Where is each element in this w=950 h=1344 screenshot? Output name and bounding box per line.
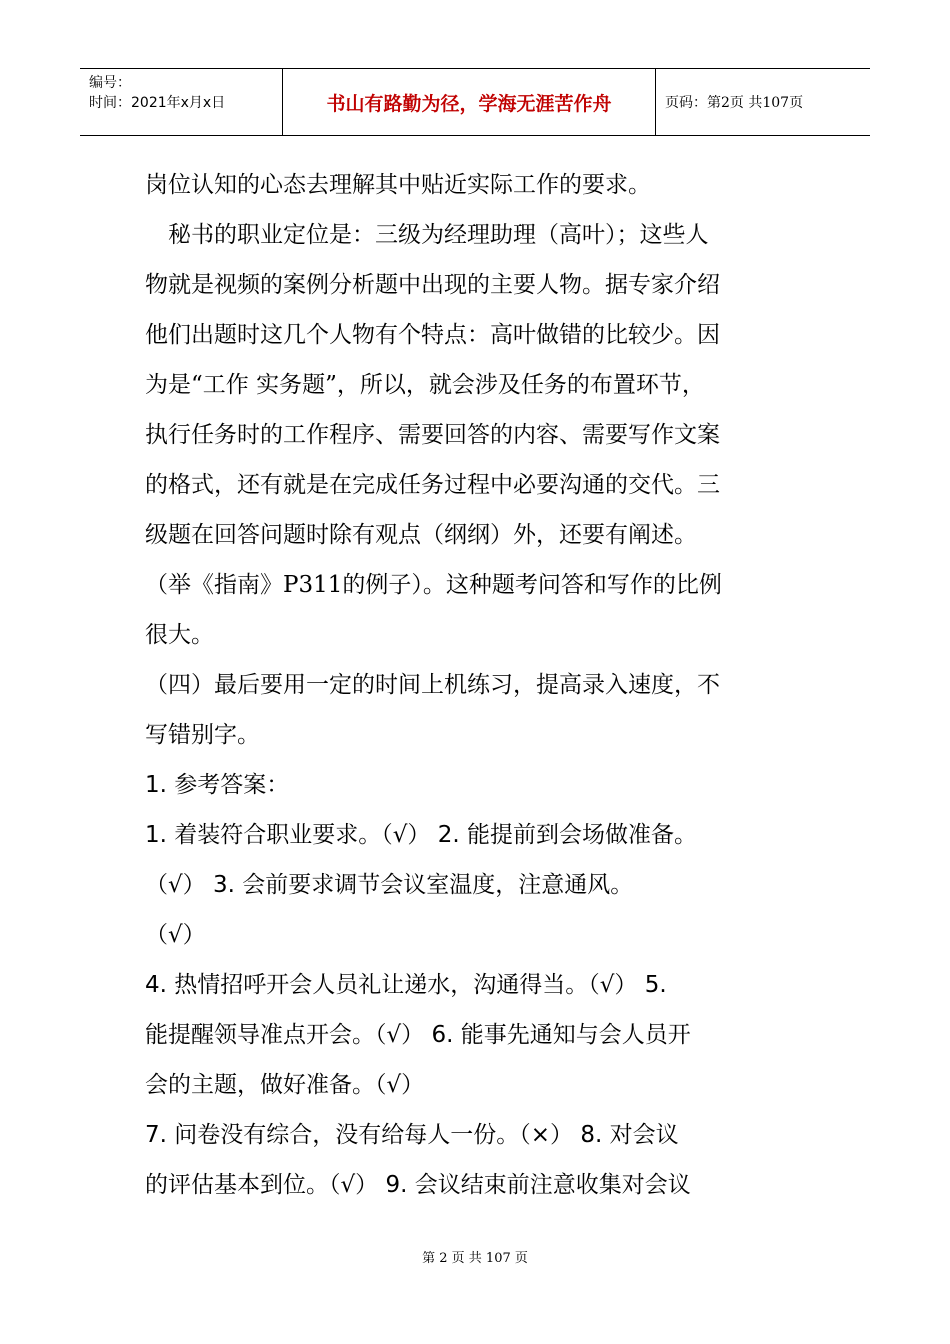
text-line: 岗位认知的心态去理解其中贴近实际工作的要求。 [145, 172, 651, 198]
text-line: 的格式，还有就是在完成任务过程中必要沟通的交代。三 [145, 472, 720, 498]
page-header [80, 68, 870, 136]
answer-line: 4. 热情招呼开会人员礼让递水，沟通得当。（√） 5. [145, 972, 667, 998]
text-line: 很大。 [145, 622, 214, 648]
header-page-info: 页码：第2页 共107页 [665, 95, 804, 111]
header-meta [80, 69, 283, 135]
text-line: 物就是视频的案例分析题中出现的主要人物。据专家介绍 [145, 272, 720, 298]
answer-line: 1. 着装符合职业要求。（√） 2. 能提前到会场做准备。 [145, 822, 697, 848]
text-line: （举《指南》P311的例子）。这种题考问答和写作的比例 [145, 572, 722, 598]
number-label: 编号： [89, 75, 131, 91]
answer-line: 7. 问卷没有综合，没有给每人一份。（×） 8. 对会议 [145, 1122, 679, 1148]
answer-line: 能提醒领导准点开会。（√） 6. 能事先通知与会人员开 [145, 1022, 691, 1048]
text-line: 执行任务时的工作程序、需要回答的内容、需要写作文案 [145, 422, 720, 448]
text-line: 写错别字。 [145, 722, 260, 748]
answer-line: 会的主题，做好准备。（√） [145, 1072, 425, 1098]
header-motto: 书山有路勤为径，学海无涯苦作舟 [283, 69, 656, 135]
answer-line: 的评估基本到位。（√） 9. 会议结束前注意收集对会议 [145, 1172, 691, 1198]
answer-line: （√） [145, 922, 206, 948]
text-line: （四）最后要用一定的时间上机练习，提高录入速度，不 [145, 672, 720, 698]
answer-heading: 1. 参考答案： [145, 772, 290, 798]
document-body [145, 160, 825, 1210]
text-line: 他们出题时这几个人物有个特点：高叶做错的比较少。因 [145, 322, 720, 348]
date-label: 时间：2021年x月x日 [89, 95, 226, 111]
text-line: 级题在回答问题时除有观点（纲纲）外，还要有阐述。 [145, 522, 697, 548]
text-line: 秘书的职业定位是：三级为经理助理（高叶）；这些人 [145, 222, 709, 248]
text-line: 为是“工作 实务题”，所以，就会涉及任务的布置环节， [145, 372, 705, 398]
answer-line: （√） 3. 会前要求调节会议室温度，注意通风。 [145, 872, 634, 898]
page-footer: 第 2 页 共 107 页 [422, 1251, 528, 1266]
